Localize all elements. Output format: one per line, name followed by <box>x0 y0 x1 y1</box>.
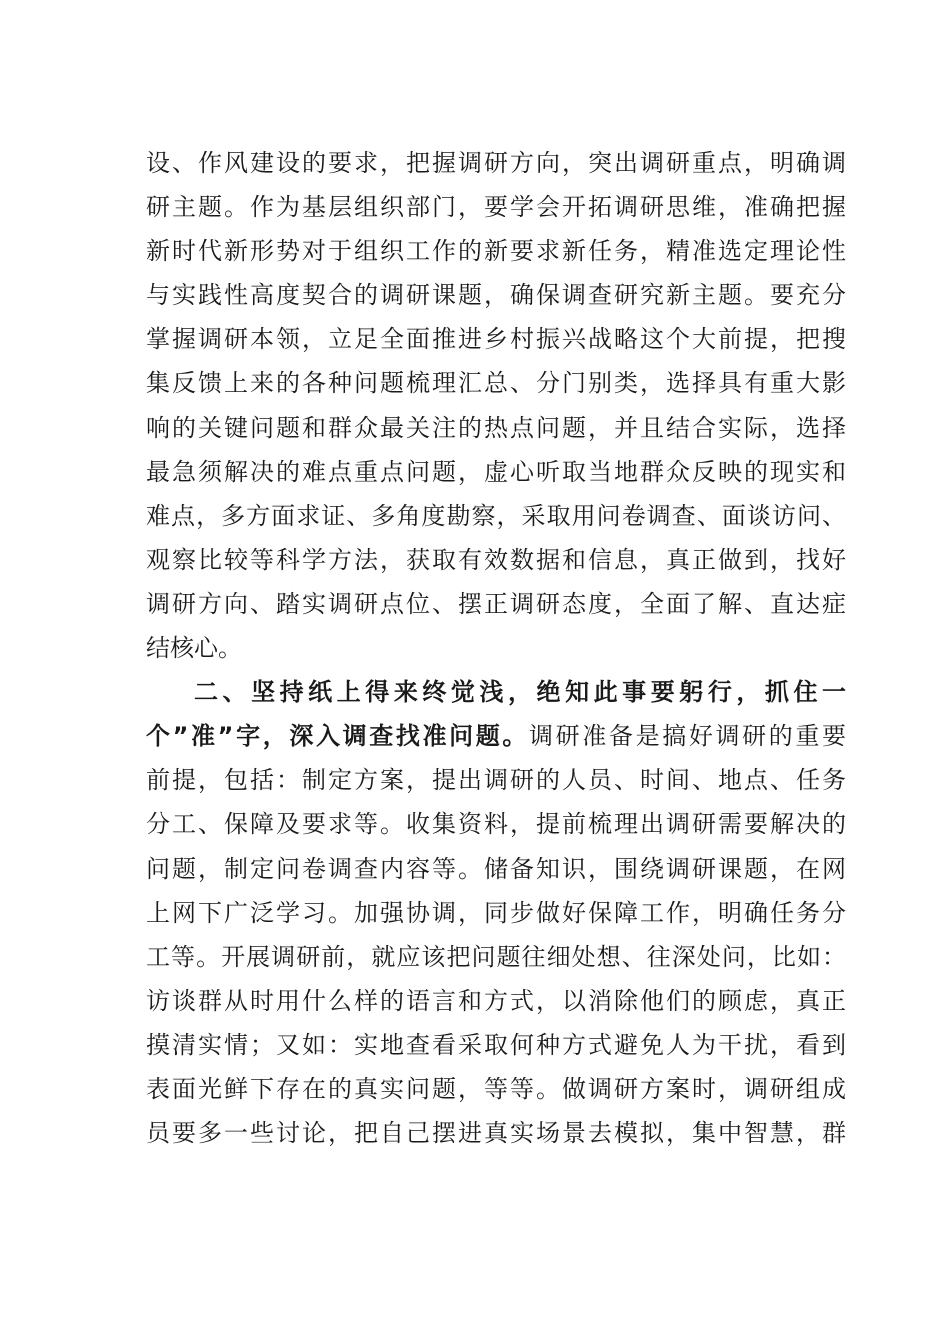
paragraph-line: 掌握调研本领，立足全面推进乡村振兴战略这个大前提，把搜 <box>146 325 846 354</box>
section-heading: 二、坚持纸上得来终觉浅，绝知此事要躬行，抓住一 <box>194 678 846 707</box>
paragraph-line: 摸清实情；又如：实地查看采取何种方式避免人为干扰，看到 <box>146 1030 846 1059</box>
paragraph-line: 设、作风建设的要求，把握调研方向，突出调研重点，明确调 <box>146 149 846 177</box>
paragraph-text: 调研准备是搞好调研的重要 <box>529 722 847 751</box>
paragraph-line: 新时代新形势对于组织工作的新要求新任务，精准选定理论性 <box>146 237 846 266</box>
section-heading-tail: 个”准”字，深入调查找准问题。 <box>146 722 530 751</box>
paragraph-line: 研主题。作为基层组织部门，要学会开拓调研思维，准确把握 <box>146 193 846 222</box>
paragraph-line: 调研方向、踏实调研点位、摆正调研态度，全面了解、直达症 <box>146 589 846 618</box>
section-heading-continuation <box>146 714 846 758</box>
paragraph-line: 集反馈上来的各种问题梳理汇总、分门别类，选择具有重大影 <box>146 369 846 398</box>
paragraph-line: 工等。开展调研前，就应该把问题往细处想、往深处问，比如： <box>146 942 846 971</box>
paragraph-line: 员要多一些讨论，把自己摆进真实场景去模拟，集中智慧，群 <box>146 1119 846 1148</box>
paragraph-line: 观察比较等科学方法，获取有效数据和信息，真正做到，找好 <box>146 545 846 574</box>
paragraph-line: 前提，包括：制定方案，提出调研的人员、时间、地点、任务 <box>146 766 846 795</box>
paragraph-line: 响的关键问题和群众最关注的热点问题，并且结合实际，选择 <box>146 413 846 442</box>
document-body <box>146 141 846 1155</box>
paragraph-line: 上网下广泛学习。加强协调，同步做好保障工作，明确任务分 <box>146 898 846 927</box>
paragraph-line: 难点，多方面求证、多角度勘察，采取用问卷调查、面谈访问、 <box>146 501 846 530</box>
paragraph-line: 与实践性高度契合的调研课题，确保调查研究新主题。要充分 <box>146 281 846 310</box>
paragraph-line: 问题，制定问卷调查内容等。储备知识，围绕调研课题，在网 <box>146 854 846 883</box>
paragraph-line: 结核心。 <box>146 634 242 663</box>
paragraph-line: 最急须解决的难点重点问题，虚心听取当地群众反映的现实和 <box>146 457 846 486</box>
paragraph-line: 分工、保障及要求等。收集资料，提前梳理出调研需要解决的 <box>146 810 846 839</box>
paragraph-line: 访谈群从时用什么样的语言和方式，以消除他们的顾虑，真正 <box>146 986 846 1015</box>
paragraph-line: 表面光鲜下存在的真实问题，等等。做调研方案时，调研组成 <box>146 1074 846 1103</box>
